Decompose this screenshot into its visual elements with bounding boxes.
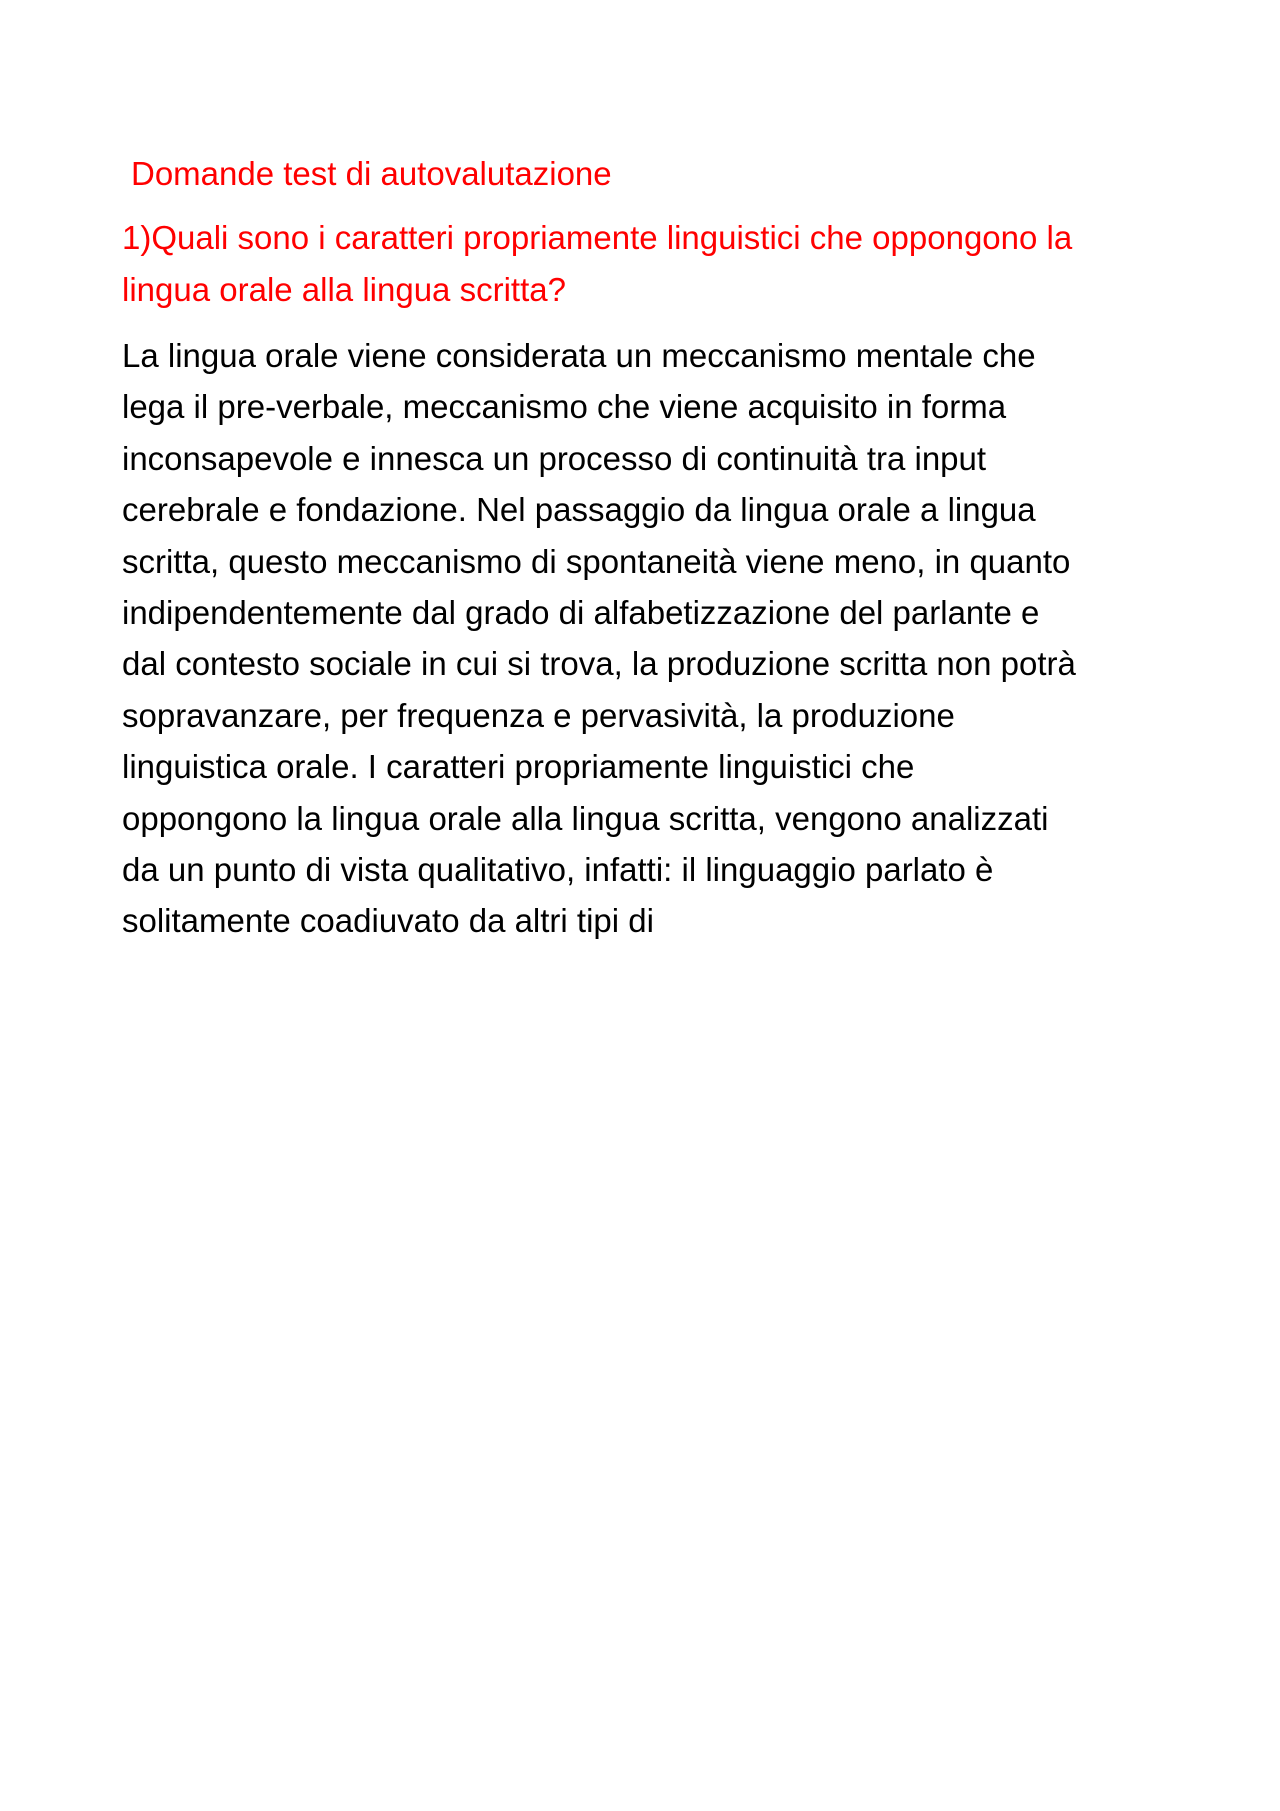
- answer-line: oppongono la lingua orale alla lingua scritta, vengono analizzati: [122, 799, 1049, 837]
- answer-line: cerebrale e fondazione. Nel passaggio da lingua orale a lingua: [122, 491, 1036, 529]
- answer-line: dal contesto sociale in cui si trova, la produzione scritta non potrà: [122, 645, 1076, 683]
- answer-line: scritta, questo meccanismo di spontaneità viene meno, in quanto: [122, 542, 1071, 580]
- question-line: lingua orale alla lingua scritta?: [122, 271, 566, 308]
- answer-paragraph: [122, 330, 1172, 947]
- answer-line: da un punto di vista qualitativo, infatti: il linguaggio parlato è: [122, 851, 994, 889]
- document-title: Domande test di autovalutazione: [131, 155, 612, 192]
- answer-line: indipendentemente dal grado di alfabetizzazione del parlante e: [122, 594, 1040, 632]
- answer-line: lega il pre-verbale, meccanismo che viene acquisito in forma: [122, 388, 1007, 426]
- answer-line: inconsapevole e innesca un processo di continuità tra input: [122, 439, 987, 477]
- question-line: 1)Quali sono i caratteri propriamente linguistici che oppongono la: [122, 219, 1073, 256]
- document-content: [122, 150, 1172, 947]
- answer-line: sopravanzare, per frequenza e pervasività, la produzione: [122, 696, 955, 734]
- answer-line: linguistica orale. I caratteri propriamente linguistici che: [122, 748, 915, 786]
- answer-line: La lingua orale viene considerata un meccanismo mentale che: [122, 337, 1036, 374]
- answer-line: solitamente coadiuvato da altri tipi di: [122, 902, 654, 940]
- question-1: [122, 212, 1172, 316]
